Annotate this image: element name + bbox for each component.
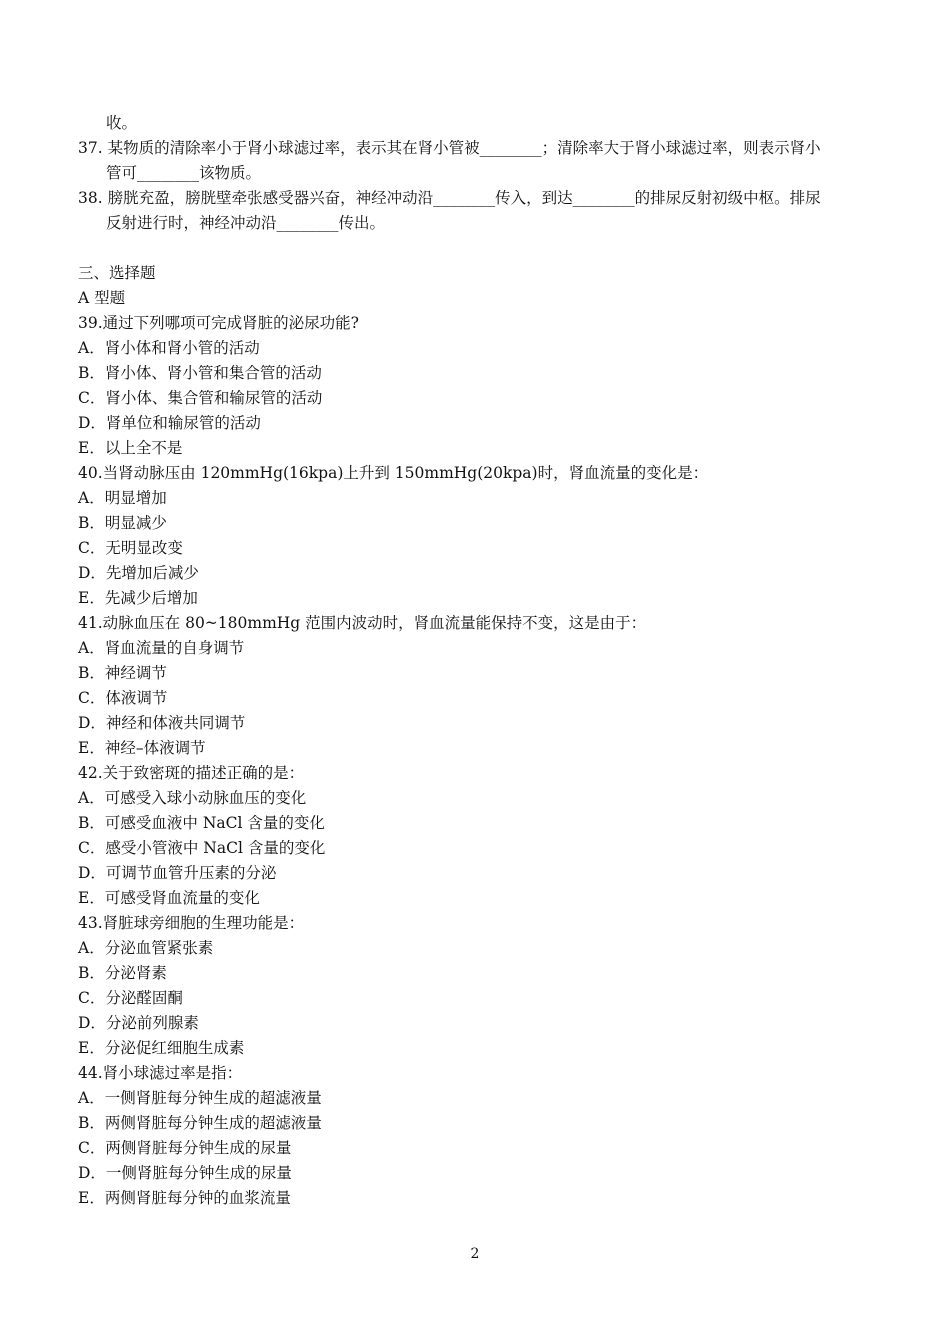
q38-line-2: 反射进行时，神经冲动沿________传出。 xyxy=(106,214,386,232)
section-title: 三、选择题 xyxy=(78,264,156,282)
document-page xyxy=(78,111,878,1211)
question-stem: 43.肾脏球旁细胞的生理功能是： xyxy=(78,914,305,932)
page-number: 2 xyxy=(470,1246,480,1262)
option-a: A．一侧肾脏每分钟生成的超滤液量 xyxy=(78,1089,322,1107)
option-d: D．分泌前列腺素 xyxy=(78,1014,199,1032)
q37-line-2: 管可________该物质。 xyxy=(106,164,262,182)
option-d: D．肾单位和输尿管的活动 xyxy=(78,414,261,432)
option-e: E．先减少后增加 xyxy=(78,589,198,607)
question-stem: 44.肾小球滤过率是指： xyxy=(78,1064,243,1082)
option-a: A．可感受入球小动脉血压的变化 xyxy=(78,789,307,807)
option-e: E．两侧肾脏每分钟的血浆流量 xyxy=(78,1189,291,1207)
question-stem: 42.关于致密斑的描述正确的是： xyxy=(78,764,305,782)
option-b: B．明显减少 xyxy=(78,514,167,532)
q38-line-1: 38. 膀胱充盈，膀胱壁牵张感受器兴奋，神经冲动沿________传入，到达________的排尿反射初级中枢。排尿 xyxy=(78,189,821,207)
option-e: E．神经–体液调节 xyxy=(78,739,206,757)
option-e: E．以上全不是 xyxy=(78,439,183,457)
option-d: D．先增加后减少 xyxy=(78,564,199,582)
question-44 xyxy=(78,1061,878,1211)
question-stem: 40.当肾动脉压由 120mmHg(16kpa)上升到 150mmHg(20kpa)时，肾血流量的变化是： xyxy=(78,464,709,482)
option-d: D．神经和体液共同调节 xyxy=(78,714,246,732)
option-b: B．两侧肾脏每分钟生成的超滤液量 xyxy=(78,1114,322,1132)
option-c: C．体液调节 xyxy=(78,689,168,707)
option-a: A．肾小体和肾小管的活动 xyxy=(78,339,260,357)
option-b: B．可感受血液中 NaCl 含量的变化 xyxy=(78,814,325,832)
option-a: A．分泌血管紧张素 xyxy=(78,939,214,957)
option-c: C．分泌醛固酮 xyxy=(78,989,183,1007)
option-d: D．可调节血管升压素的分泌 xyxy=(78,864,277,882)
option-e: E．分泌促红细胞生成素 xyxy=(78,1039,245,1057)
question-43 xyxy=(78,911,878,1061)
question-stem: 39.通过下列哪项可完成肾脏的泌尿功能? xyxy=(78,314,359,332)
option-d: D．一侧肾脏每分钟生成的尿量 xyxy=(78,1164,292,1182)
option-c: C．无明显改变 xyxy=(78,539,183,557)
section-subtitle: A 型题 xyxy=(78,289,126,307)
question-41 xyxy=(78,611,878,761)
question-42 xyxy=(78,761,878,911)
q37-line-1: 37. 某物质的清除率小于肾小球滤过率，表示其在肾小管被________；清除率大于肾小球滤过率，则表示肾小 xyxy=(78,139,821,157)
option-b: B．分泌肾素 xyxy=(78,964,167,982)
option-e: E．可感受肾血流量的变化 xyxy=(78,889,260,907)
option-c: C．两侧肾脏每分钟生成的尿量 xyxy=(78,1139,292,1157)
q36-continuation: 收。 xyxy=(106,114,138,132)
section-spacer xyxy=(78,236,878,261)
question-stem: 41.动脉血压在 80~180mmHg 范围内波动时，肾血流量能保持不变，这是由于： xyxy=(78,614,647,632)
option-a: A．肾血流量的自身调节 xyxy=(78,639,245,657)
option-b: B．神经调节 xyxy=(78,664,167,682)
option-c: C．感受小管液中 NaCl 含量的变化 xyxy=(78,839,326,857)
option-a: A．明显增加 xyxy=(78,489,167,507)
question-39 xyxy=(78,311,878,461)
option-b: B．肾小体、肾小管和集合管的活动 xyxy=(78,364,322,382)
question-40 xyxy=(78,461,878,611)
option-c: C．肾小体、集合管和输尿管的活动 xyxy=(78,389,323,407)
